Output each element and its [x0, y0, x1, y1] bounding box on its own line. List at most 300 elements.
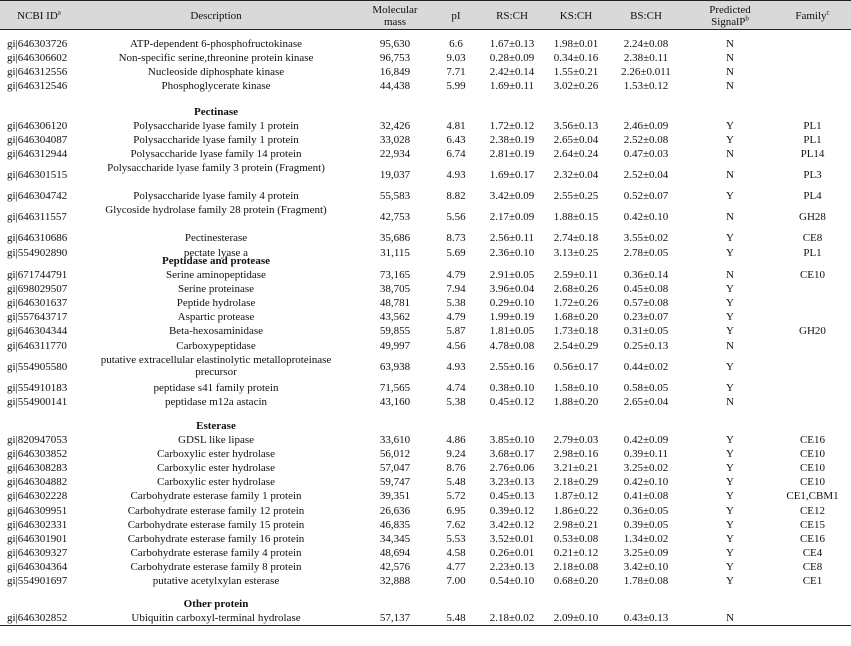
- ncbi-id-cell: gi|646306602: [7, 52, 68, 65]
- rs-ch-cell: 2.38±0.19: [489, 134, 535, 147]
- bs-ch-cell: 3.42±0.10: [623, 560, 669, 573]
- signalp-cell: Y: [726, 190, 734, 203]
- bs-ch-cell: 2.65±0.04: [623, 395, 669, 408]
- pi-cell: 7.71: [446, 66, 466, 79]
- description-cell: Aspartic protease: [177, 311, 255, 324]
- molecular-mass-cell: 59,855: [379, 325, 411, 338]
- rs-ch-cell: 2.55±0.16: [489, 360, 535, 373]
- signalp-cell: Y: [726, 575, 734, 587]
- ncbi-id-cell: gi|646304344: [7, 325, 68, 338]
- table-row: [0, 505, 851, 519]
- bs-ch-cell: 3.25±0.02: [623, 462, 669, 475]
- table-row: [0, 232, 851, 246]
- description-cell: peptidase s41 family protein: [153, 381, 279, 394]
- family-cell: CE1: [802, 575, 823, 587]
- molecular-mass-cell: 71,565: [379, 381, 411, 394]
- molecular-mass-cell: 26,636: [379, 504, 411, 517]
- ks-ch-cell: 1.87±0.12: [553, 490, 599, 503]
- family-cell: CE10: [799, 462, 826, 475]
- ks-ch-cell: 0.68±0.20: [553, 575, 599, 587]
- pi-cell: 4.58: [446, 546, 466, 559]
- rs-ch-cell: 1.67±0.13: [489, 38, 535, 50]
- signalp-cell: Y: [726, 297, 734, 310]
- signalp-cell: N: [726, 66, 734, 79]
- bs-ch-cell: 0.23±0.07: [623, 311, 669, 324]
- ks-ch-cell: 2.55±0.25: [553, 190, 599, 203]
- rs-ch-cell: 2.23±0.13: [489, 560, 535, 573]
- table-row: [0, 547, 851, 561]
- signalp-cell: N: [726, 395, 734, 408]
- description-cell: Beta-hexosaminidase: [168, 325, 264, 338]
- pi-cell: 4.74: [446, 381, 466, 394]
- bs-ch-cell: 0.43±0.13: [623, 612, 669, 624]
- bs-ch-cell: 1.34±0.02: [623, 532, 669, 545]
- ncbi-id-cell: gi|646301637: [7, 297, 68, 310]
- description-cell: Carboxylic ester hydrolase: [157, 476, 275, 489]
- ncbi-id-cell: gi|646301515: [7, 169, 68, 182]
- description-cell: Serine aminopeptidase: [166, 269, 266, 281]
- table-row: [0, 80, 851, 94]
- ncbi-id-cell: gi|646304087: [7, 134, 68, 147]
- ks-ch-cell: 0.21±0.12: [553, 546, 599, 559]
- family-cell: CE10: [799, 269, 826, 281]
- bs-ch-cell: 0.58±0.05: [623, 381, 669, 394]
- ks-ch-cell: 2.54±0.29: [553, 339, 599, 352]
- ks-ch-cell: 1.98±0.01: [553, 38, 599, 50]
- table-row: [0, 519, 851, 533]
- ncbi-id-cell: gi|646301901: [7, 532, 68, 545]
- ks-ch-cell: 1.58±0.10: [553, 381, 599, 394]
- bs-ch-cell: 2.46±0.09: [623, 120, 669, 132]
- description-cell: Carbohydrate esterase family 16 protein: [127, 532, 305, 545]
- molecular-mass-cell: 63,938: [379, 360, 411, 373]
- rs-ch-cell: 0.38±0.10: [489, 381, 535, 394]
- pi-cell: 5.99: [446, 80, 466, 93]
- molecular-mass-cell: 56,012: [379, 448, 411, 461]
- molecular-mass-cell: 31,115: [380, 246, 410, 259]
- section-title: Peptidase and protease: [162, 255, 270, 267]
- description-cell: Polysaccharide lyase family 14 protein: [130, 148, 302, 161]
- description-cell: GDSL like lipase: [178, 434, 254, 446]
- bs-ch-cell: 0.36±0.14: [623, 269, 669, 281]
- rs-ch-cell: 1.81±0.05: [489, 325, 535, 338]
- ks-ch-cell: 2.65±0.04: [553, 134, 599, 147]
- rs-ch-cell: 1.69±0.17: [489, 169, 535, 182]
- bs-ch-cell: 2.52±0.08: [623, 134, 669, 147]
- molecular-mass-cell: 39,351: [379, 490, 411, 503]
- family-cell: CE8: [802, 232, 823, 245]
- molecular-mass-cell: 73,165: [379, 269, 411, 281]
- ks-ch-cell: 2.68±0.26: [553, 283, 599, 296]
- section-title: Pectinase: [194, 106, 238, 118]
- header-description: Description: [190, 10, 242, 22]
- molecular-mass-cell: 22,934: [379, 148, 411, 161]
- family-cell: CE10: [799, 476, 826, 489]
- bs-ch-cell: 0.41±0.08: [623, 490, 669, 503]
- description-cell: putative extracellular elastinolytic metalloproteinase precursor: [100, 353, 332, 378]
- rs-ch-cell: 2.81±0.19: [489, 148, 535, 161]
- signalp-cell: Y: [726, 448, 734, 461]
- table-row: [0, 52, 851, 66]
- table-row: [0, 561, 851, 575]
- table-row: [0, 311, 851, 325]
- signalp-cell: Y: [726, 246, 734, 259]
- bs-ch-cell: 3.25±0.09: [623, 546, 669, 559]
- table-row: [0, 382, 851, 396]
- rs-ch-cell: 0.29±0.10: [489, 297, 535, 310]
- ncbi-id-cell: gi|646302331: [7, 518, 68, 531]
- ks-ch-cell: 2.32±0.04: [553, 169, 599, 182]
- table-bottom-rule: [0, 625, 851, 626]
- family-cell: CE16: [799, 532, 826, 545]
- description-cell: pectate lyase a: [183, 246, 249, 259]
- ncbi-id-cell: gi|820947053: [7, 434, 68, 446]
- rs-ch-cell: 3.42±0.09: [489, 190, 535, 203]
- signalp-cell: N: [726, 211, 734, 224]
- family-cell: PL4: [803, 190, 822, 203]
- description-cell: Carboxypeptidase: [176, 339, 256, 352]
- ks-ch-cell: 3.02±0.26: [553, 80, 599, 93]
- description-cell: putative acetylxylan esterase: [152, 575, 280, 587]
- molecular-mass-cell: 48,781: [379, 297, 411, 310]
- pi-cell: 7.62: [446, 518, 466, 531]
- table-row: [0, 134, 851, 148]
- header-bs-ch: BS:CH: [630, 10, 662, 22]
- signalp-cell: Y: [726, 381, 734, 394]
- header-predicted-signalp: Predicted SignalP$^b$: [709, 4, 751, 28]
- ks-ch-cell: 0.53±0.08: [553, 532, 599, 545]
- rs-ch-cell: 2.42±0.14: [489, 66, 535, 79]
- ncbi-id-cell: gi|554900141: [7, 395, 68, 408]
- pi-cell: 4.86: [446, 434, 466, 446]
- signalp-cell: Y: [726, 560, 734, 573]
- description-cell: Carbohydrate esterase family 4 protein: [130, 546, 302, 559]
- ncbi-id-cell: gi|554905580: [7, 360, 68, 373]
- description-cell: Polysaccharide lyase family 4 protein: [133, 190, 299, 203]
- molecular-mass-cell: 38,705: [379, 283, 411, 296]
- ncbi-id-cell: gi|646312944: [7, 148, 68, 161]
- molecular-mass-cell: 57,137: [379, 612, 411, 624]
- bs-ch-cell: 0.44±0.02: [623, 360, 669, 373]
- ncbi-id-cell: gi|646302228: [7, 490, 68, 503]
- family-cell: CE10: [799, 448, 826, 461]
- bs-ch-cell: 0.25±0.13: [623, 339, 669, 352]
- pi-cell: 4.79: [446, 269, 466, 281]
- bs-ch-cell: 0.45±0.08: [623, 283, 669, 296]
- molecular-mass-cell: 49,997: [379, 339, 411, 352]
- rs-ch-cell: 1.69±0.11: [489, 80, 535, 93]
- bs-ch-cell: 0.42±0.09: [623, 434, 669, 446]
- molecular-mass-cell: 33,028: [379, 134, 411, 147]
- header-pi: pI: [451, 10, 461, 22]
- family-cell: CE12: [799, 504, 826, 517]
- table-row: [0, 269, 851, 283]
- table-row: [0, 354, 851, 382]
- description-cell: Polysaccharide lyase family 3 protein (Fragment): [107, 162, 325, 175]
- table-row: [0, 340, 851, 354]
- table-row: [0, 148, 851, 162]
- rs-ch-cell: 0.45±0.13: [489, 490, 535, 503]
- signalp-cell: N: [726, 612, 734, 624]
- header-rs-ch: RS:CH: [496, 10, 528, 22]
- rs-ch-cell: 3.85±0.10: [489, 434, 535, 446]
- molecular-mass-cell: 34,345: [379, 532, 411, 545]
- table-row: [0, 38, 851, 52]
- pi-cell: 6.43: [446, 134, 466, 147]
- family-cell: CE16: [799, 434, 826, 446]
- ncbi-id-cell: gi|646311557: [7, 211, 67, 224]
- rs-ch-cell: 0.26±0.01: [489, 546, 535, 559]
- ncbi-id-cell: gi|554902890: [7, 246, 68, 259]
- rs-ch-cell: 2.18±0.02: [489, 612, 535, 624]
- table-row: [0, 434, 851, 448]
- bs-ch-cell: 2.24±0.08: [623, 38, 669, 50]
- family-cell: PL1: [803, 120, 822, 132]
- family-cell: CE1,CBM1: [786, 490, 839, 503]
- signalp-cell: Y: [726, 434, 734, 446]
- table-row: [0, 612, 851, 626]
- pi-cell: 6.95: [446, 504, 466, 517]
- ncbi-id-cell: gi|646309327: [7, 546, 68, 559]
- header-molecular-mass: Molecular mass: [372, 4, 418, 28]
- family-cell: PL1: [803, 134, 822, 147]
- ncbi-id-cell: gi|646303852: [7, 448, 68, 461]
- description-cell: Serine proteinase: [177, 283, 255, 296]
- pi-cell: 5.38: [446, 395, 466, 408]
- ncbi-id-cell: gi|646306120: [7, 120, 68, 132]
- description-cell: Non-specific serine,threonine protein kinase: [118, 52, 314, 65]
- description-cell: Ubiquitin carboxyl-terminal hydrolase: [131, 612, 301, 624]
- family-cell: PL1: [803, 246, 822, 259]
- molecular-mass-cell: 35,686: [379, 232, 411, 245]
- pi-cell: 5.72: [446, 490, 466, 503]
- ncbi-id-cell: gi|698029507: [7, 283, 68, 296]
- family-cell: CE8: [802, 560, 823, 573]
- signalp-cell: N: [726, 269, 734, 281]
- signalp-cell: Y: [726, 476, 734, 489]
- rs-ch-cell: 3.23±0.13: [489, 476, 535, 489]
- ncbi-id-cell: gi|646302852: [7, 612, 68, 624]
- family-cell: GH20: [799, 325, 826, 338]
- table-row: [0, 476, 851, 490]
- pi-cell: 5.53: [446, 532, 466, 545]
- description-cell: Phosphoglycerate kinase: [161, 80, 271, 93]
- pi-cell: 4.79: [446, 311, 466, 324]
- ks-ch-cell: 2.79±0.03: [553, 434, 599, 446]
- signalp-cell: Y: [726, 311, 734, 324]
- description-cell: Carbohydrate esterase family 8 protein: [130, 560, 302, 573]
- bs-ch-cell: 0.36±0.05: [623, 504, 669, 517]
- bs-ch-cell: 0.31±0.05: [623, 325, 669, 338]
- rs-ch-cell: 0.54±0.10: [489, 575, 535, 587]
- bs-ch-cell: 0.39±0.11: [623, 448, 669, 461]
- signalp-cell: Y: [726, 518, 734, 531]
- table-row: [0, 575, 851, 589]
- pi-cell: 4.77: [446, 560, 466, 573]
- molecular-mass-cell: 57,047: [379, 462, 411, 475]
- pi-cell: 5.87: [446, 325, 466, 338]
- molecular-mass-cell: 46,835: [379, 518, 411, 531]
- ks-ch-cell: 1.55±0.21: [553, 66, 599, 79]
- rs-ch-cell: 2.17±0.09: [489, 211, 535, 224]
- table-row: [0, 190, 851, 204]
- pi-cell: 9.24: [446, 448, 466, 461]
- table-row: [0, 120, 851, 134]
- table-row: [0, 283, 851, 297]
- section-title: Esterase: [196, 420, 236, 432]
- table-row: [0, 66, 851, 80]
- ks-ch-cell: 0.34±0.16: [553, 52, 599, 65]
- ncbi-id-cell: gi|557643717: [7, 311, 68, 324]
- ks-ch-cell: 1.73±0.18: [553, 325, 599, 338]
- rs-ch-cell: 1.72±0.12: [489, 120, 535, 132]
- description-cell: Carbohydrate esterase family 12 protein: [127, 504, 305, 517]
- pi-cell: 7.94: [446, 283, 466, 296]
- section-title: Other protein: [183, 598, 249, 610]
- ncbi-id-cell: gi|646303726: [7, 38, 68, 50]
- pi-cell: 4.93: [446, 360, 466, 373]
- signalp-cell: Y: [726, 546, 734, 559]
- description-cell: Polysaccharide lyase family 1 protein: [133, 120, 299, 132]
- bs-ch-cell: 2.52±0.04: [623, 169, 669, 182]
- header-family: Family$^c$: [795, 8, 830, 22]
- pi-cell: 8.73: [446, 232, 466, 245]
- molecular-mass-cell: 59,747: [379, 476, 411, 489]
- ks-ch-cell: 2.18±0.08: [553, 560, 599, 573]
- bs-ch-cell: 2.78±0.05: [623, 246, 669, 259]
- pi-cell: 4.56: [446, 339, 466, 352]
- rs-ch-cell: 2.76±0.06: [489, 462, 535, 475]
- description-cell: Carboxylic ester hydrolase: [157, 448, 275, 461]
- description-cell: peptidase m12a astacin: [164, 395, 268, 408]
- family-cell: PL14: [800, 148, 825, 161]
- table-row: [0, 462, 851, 476]
- rs-ch-cell: 0.39±0.12: [489, 504, 535, 517]
- bs-ch-cell: 0.52±0.07: [623, 190, 669, 203]
- family-cell: PL3: [803, 169, 822, 182]
- ks-ch-cell: 3.13±0.25: [553, 246, 599, 259]
- pi-cell: 4.81: [446, 120, 466, 132]
- ks-ch-cell: 2.59±0.11: [553, 269, 599, 281]
- table-row: [0, 396, 851, 410]
- rs-ch-cell: 4.78±0.08: [489, 339, 535, 352]
- ks-ch-cell: 2.98±0.16: [553, 448, 599, 461]
- description-cell: Polysaccharide lyase family 1 protein: [133, 134, 299, 147]
- ncbi-id-cell: gi|646304882: [7, 476, 68, 489]
- bs-ch-cell: 3.55±0.02: [623, 232, 669, 245]
- pi-cell: 7.00: [446, 575, 466, 587]
- signalp-cell: Y: [726, 134, 734, 147]
- molecular-mass-cell: 55,583: [379, 190, 411, 203]
- signalp-cell: Y: [726, 325, 734, 338]
- molecular-mass-cell: 32,426: [379, 120, 411, 132]
- signalp-cell: Y: [726, 532, 734, 545]
- signalp-cell: Y: [726, 120, 734, 132]
- table-row: [0, 448, 851, 462]
- bs-ch-cell: 1.78±0.08: [623, 575, 669, 587]
- pi-cell: 5.69: [446, 246, 466, 259]
- bs-ch-cell: 0.47±0.03: [623, 148, 669, 161]
- ncbi-id-cell: gi|671744791: [7, 269, 68, 281]
- description-cell: Nucleoside diphosphate kinase: [147, 66, 285, 79]
- pi-cell: 5.48: [446, 476, 466, 489]
- ks-ch-cell: 2.18±0.29: [553, 476, 599, 489]
- description-cell: Carbohydrate esterase family 1 protein: [130, 490, 302, 503]
- rs-ch-cell: 2.36±0.10: [489, 246, 535, 259]
- ks-ch-cell: 2.09±0.10: [553, 612, 599, 624]
- table-row: [0, 204, 851, 232]
- ncbi-id-cell: gi|646304364: [7, 560, 68, 573]
- ncbi-id-cell: gi|646312556: [7, 66, 68, 79]
- signalp-cell: Y: [726, 504, 734, 517]
- pi-cell: 9.03: [446, 52, 466, 65]
- ks-ch-cell: 1.86±0.22: [553, 504, 599, 517]
- description-cell: ATP-dependent 6-phosphofructokinase: [130, 38, 302, 50]
- rs-ch-cell: 2.91±0.05: [489, 269, 535, 281]
- signalp-cell: N: [726, 38, 734, 50]
- description-cell: Carbohydrate esterase family 15 protein: [127, 518, 305, 531]
- molecular-mass-cell: 44,438: [379, 80, 411, 93]
- table-row: [0, 490, 851, 504]
- ncbi-id-cell: gi|646312546: [7, 80, 68, 93]
- pi-cell: 8.76: [446, 462, 466, 475]
- molecular-mass-cell: 42,576: [379, 560, 411, 573]
- ncbi-id-cell: gi|554910183: [7, 381, 68, 394]
- molecular-mass-cell: 96,753: [379, 52, 411, 65]
- description-cell: Carboxylic ester hydrolase: [157, 462, 275, 475]
- molecular-mass-cell: 48,694: [379, 546, 411, 559]
- bs-ch-cell: 1.53±0.12: [623, 80, 669, 93]
- table-header: [0, 0, 851, 30]
- molecular-mass-cell: 32,888: [379, 575, 411, 587]
- ks-ch-cell: 1.88±0.20: [553, 395, 599, 408]
- ncbi-id-cell: gi|646311770: [7, 339, 67, 352]
- ks-ch-cell: 1.72±0.26: [553, 297, 599, 310]
- ncbi-id-cell: gi|646309951: [7, 504, 68, 517]
- bs-ch-cell: 0.42±0.10: [623, 476, 669, 489]
- signalp-cell: Y: [726, 462, 734, 475]
- header-ks-ch: KS:CH: [559, 10, 593, 22]
- ks-ch-cell: 3.56±0.13: [553, 120, 599, 132]
- molecular-mass-cell: 16,849: [379, 66, 411, 79]
- pi-cell: 5.56: [446, 211, 466, 224]
- family-cell: GH28: [799, 211, 826, 224]
- table-row: [0, 297, 851, 311]
- bs-ch-cell: 2.26±0.011: [621, 66, 671, 79]
- rs-ch-cell: 3.52±0.01: [489, 532, 535, 545]
- pi-cell: 6.6: [449, 38, 463, 50]
- header-ncbi-id: NCBI $ID^a$: [17, 8, 61, 22]
- table-row: [0, 162, 851, 190]
- ks-ch-cell: 2.98±0.21: [553, 518, 599, 531]
- ncbi-id-cell: gi|646304742: [7, 190, 68, 203]
- ncbi-id-cell: gi|646310686: [7, 232, 68, 245]
- ks-ch-cell: 0.56±0.17: [553, 360, 599, 373]
- molecular-mass-cell: 42,753: [379, 211, 411, 224]
- ks-ch-cell: 3.21±0.21: [553, 462, 599, 475]
- ks-ch-cell: 2.64±0.24: [553, 148, 599, 161]
- signalp-cell: N: [726, 148, 734, 161]
- pi-cell: 6.74: [446, 148, 466, 161]
- rs-ch-cell: 0.45±0.12: [489, 395, 535, 408]
- family-cell: CE15: [799, 518, 826, 531]
- signalp-cell: Y: [726, 360, 734, 373]
- pi-cell: 4.93: [446, 169, 466, 182]
- molecular-mass-cell: 95,630: [379, 38, 411, 50]
- family-cell: CE4: [802, 546, 823, 559]
- signalp-cell: Y: [726, 490, 734, 503]
- bs-ch-cell: 0.39±0.05: [623, 518, 669, 531]
